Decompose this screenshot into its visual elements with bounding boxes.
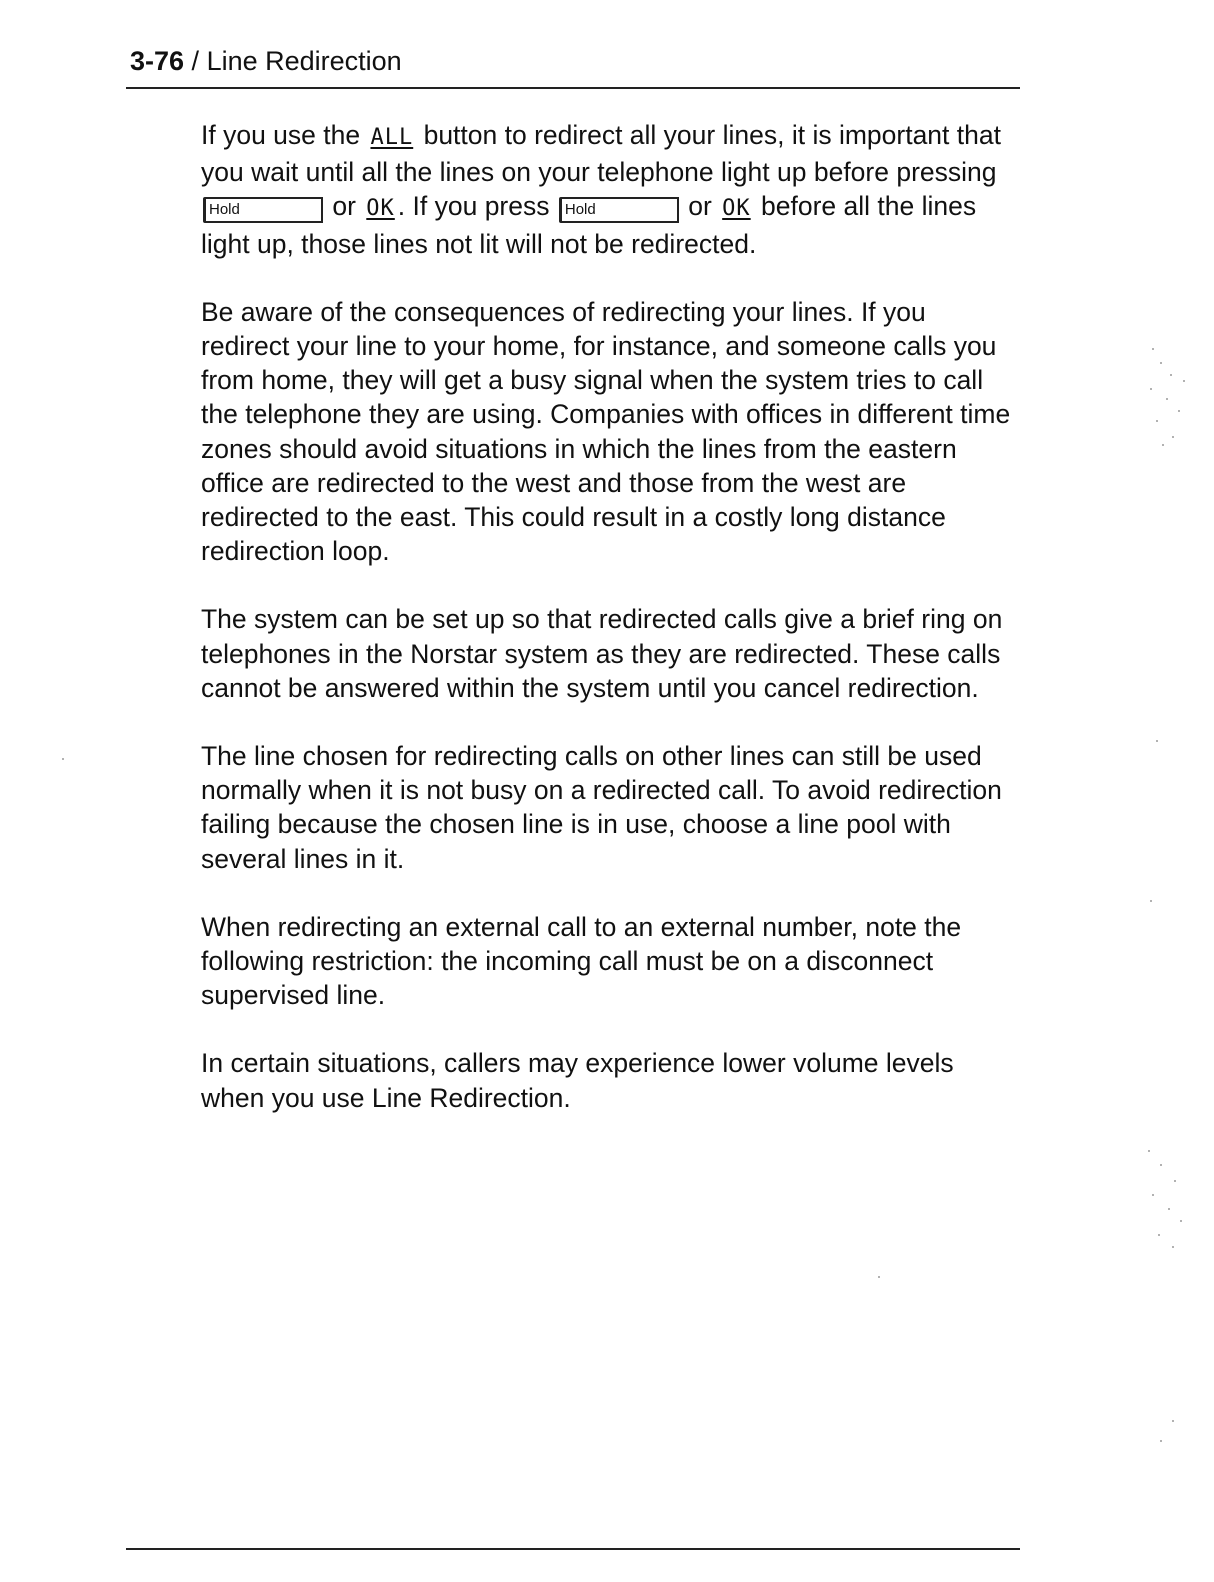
text-run: or (680, 191, 720, 222)
paragraph-chosen-line: The line chosen for redirecting calls on other lines can still be used normally when it is not busy on a redirected call. To avoid redirection failing because the chosen line is in use, choose a line pool with several lines in it. (201, 741, 1002, 874)
footer-rule (126, 1548, 1020, 1550)
text-run: or (325, 191, 364, 222)
paragraph-all-button-note (201, 118, 1021, 261)
all-softkey-label: ALL (370, 125, 414, 150)
hold-key-icon: Hold (559, 197, 679, 223)
ok-softkey-label: OK (722, 196, 751, 222)
paragraph-volume-levels: In certain situations, callers may experience lower volume levels when you use Line Redirection. (201, 1048, 954, 1113)
page-body (201, 118, 1021, 1149)
paragraph-external-restriction: When redirecting an external call to an external number, note the following restriction: the incoming call must be on a disconnect supervised line. (201, 911, 962, 1011)
hold-key-icon: Hold (203, 197, 323, 223)
text-run: . If you press (397, 191, 557, 222)
page-number: 3-76 (130, 46, 185, 76)
ok-softkey-label: OK (366, 196, 395, 222)
paragraph-consequences: Be aware of the consequences of redirecting your lines. If you redirect your line to your home, for instance, and someone calls you from home, they will get a busy signal when the system tries to call the telephone they are using. Companies with offices in different time zones should avoid situations in which the lines from the eastern office are redirected to the west and those from the west are redirected to the east. This could result in a costly long distance redirection loop. (201, 296, 1011, 567)
paragraph-brief-ring: The system can be set up so that redirected calls give a brief ring on telephones in the Norstar system as they are redirected. These calls cannot be answered within the system until you cancel redirection. (201, 604, 1003, 703)
text-run: If you use the (201, 120, 368, 150)
section-title: Line Redirection (206, 46, 402, 76)
header-separator: / (184, 46, 207, 76)
header-rule (126, 87, 1020, 89)
text-run: before all the lines light up, those lines not lit will not be redirected. (201, 191, 977, 259)
text-run: button to redirect all your lines, it is important that you wait until all the lines on your telephone light up before pressing (201, 120, 1001, 188)
page-header (130, 44, 402, 78)
